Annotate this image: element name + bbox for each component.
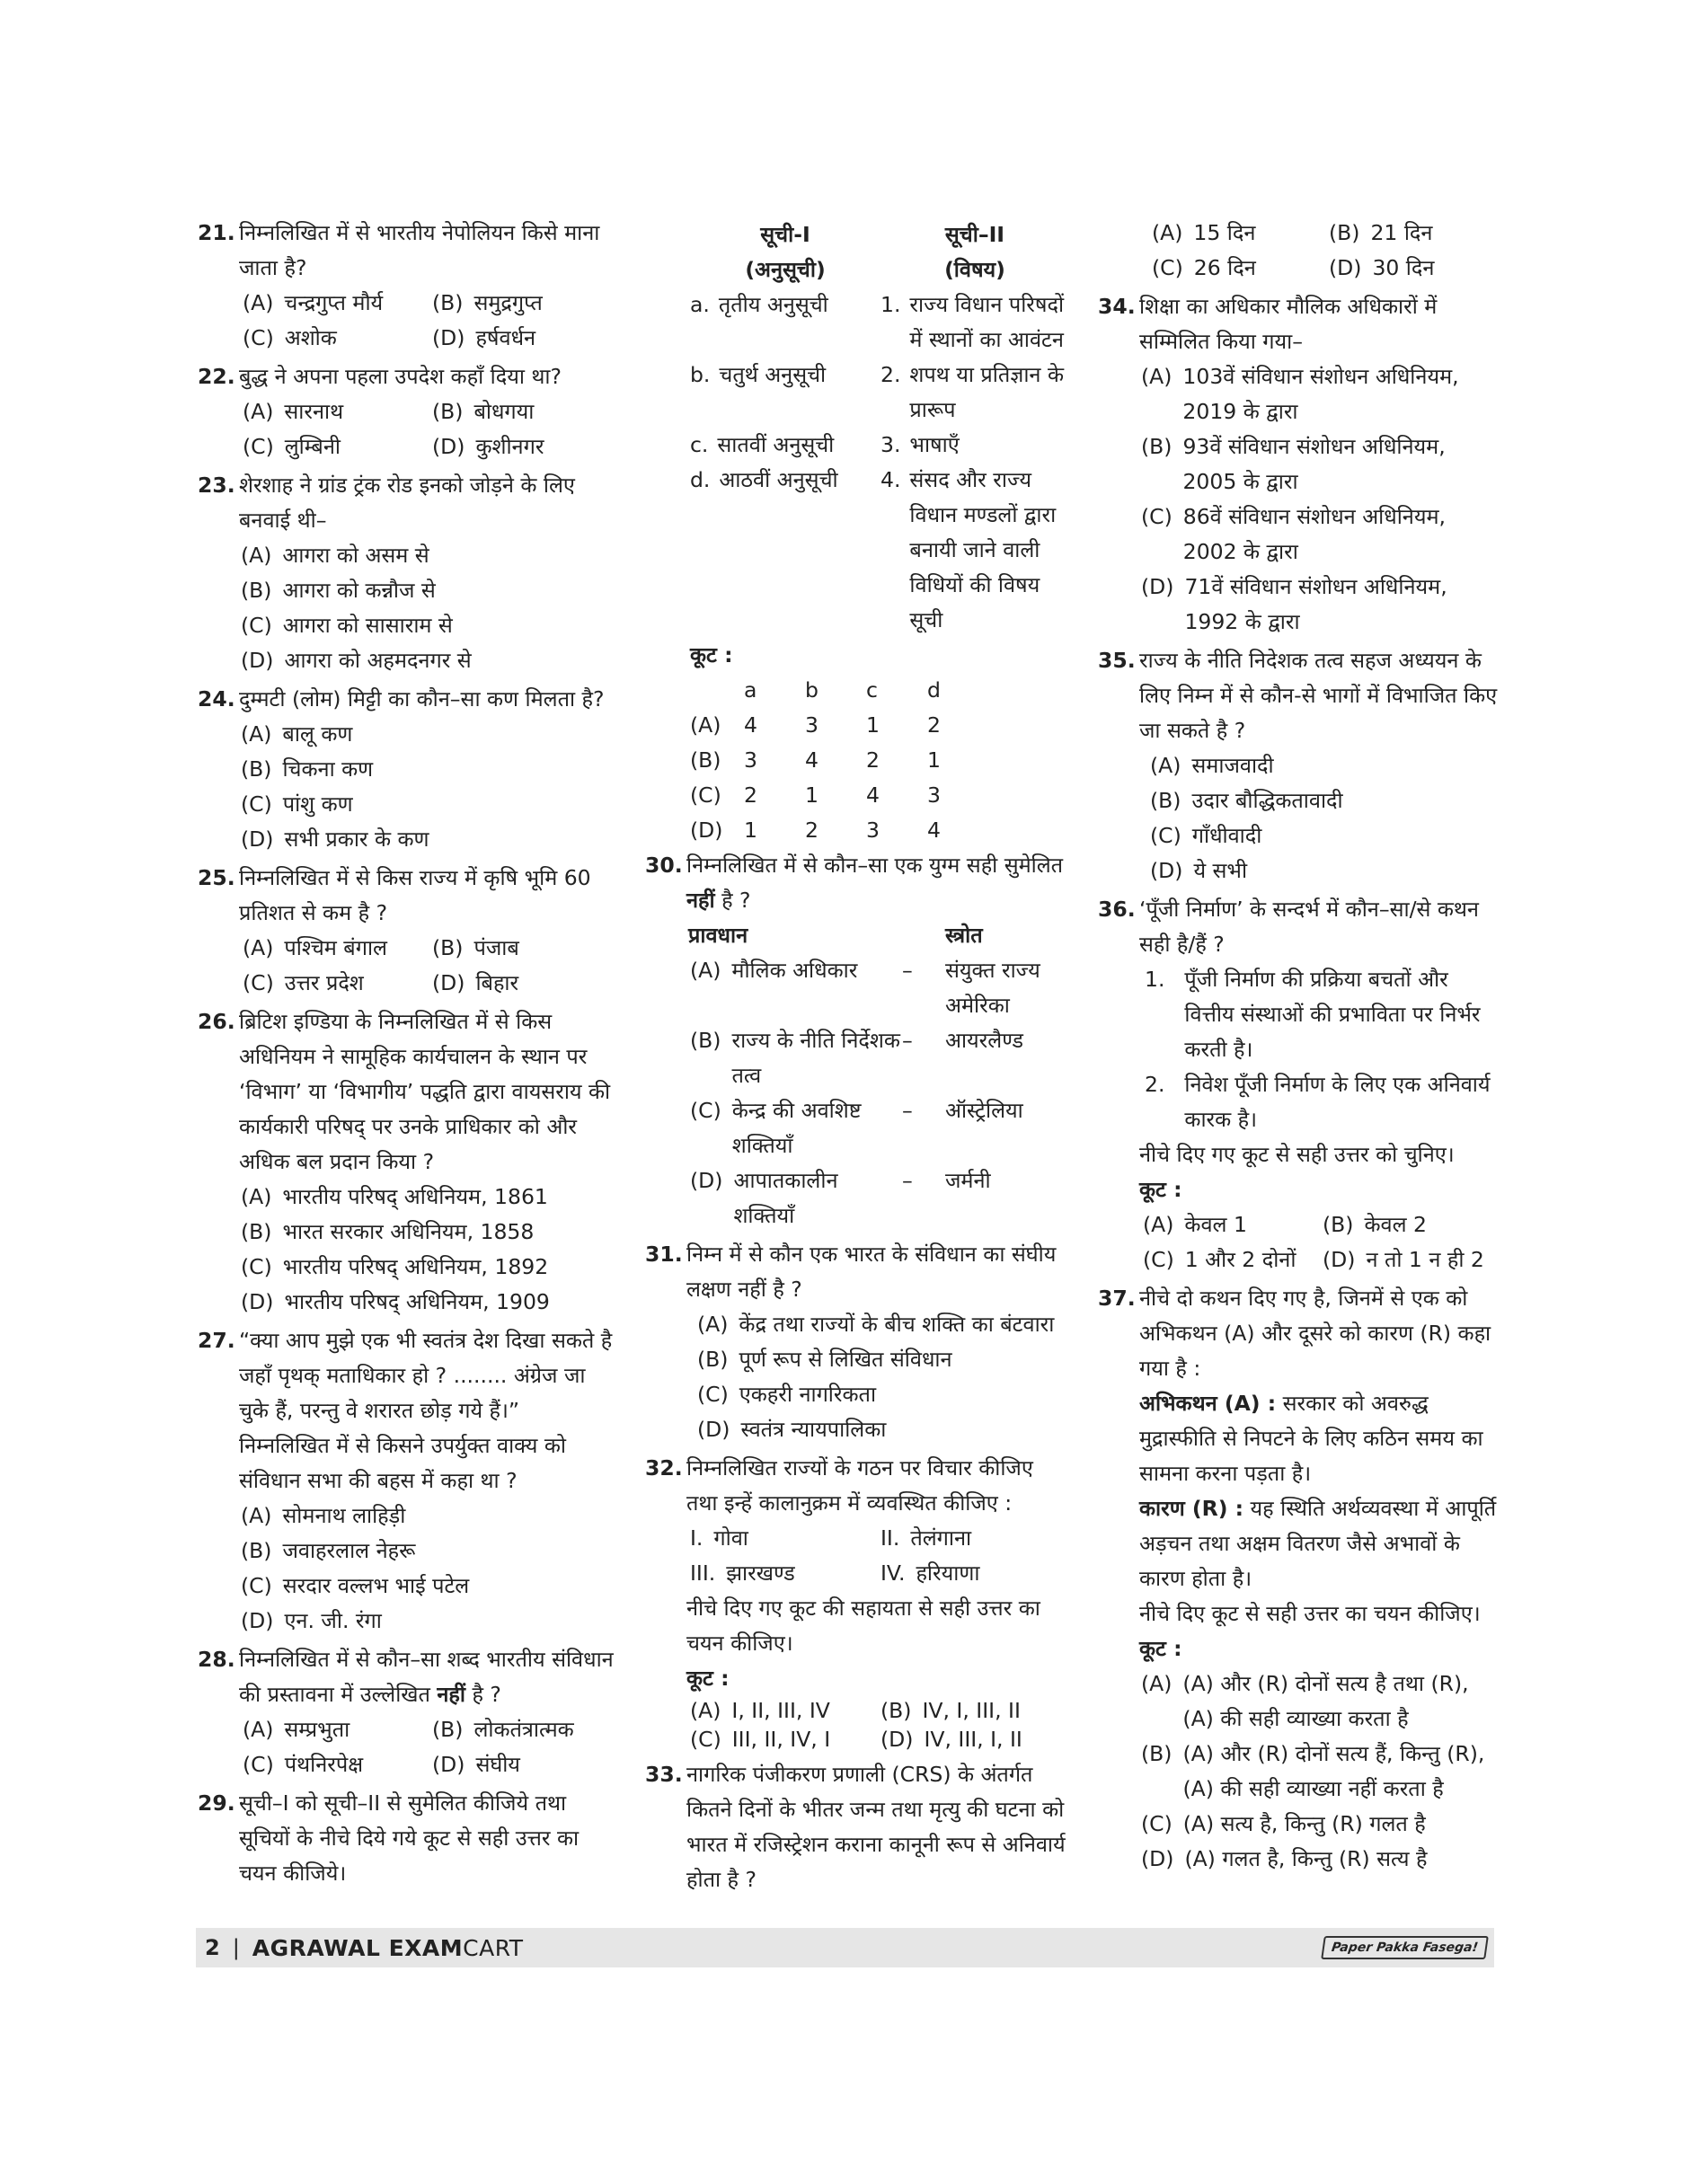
option: (B) पंजाब: [432, 935, 519, 960]
brand-logo: AGRAWAL EXAMCART: [252, 1934, 524, 1961]
option: (A) 15 दिन: [1152, 220, 1256, 245]
option: (B) 93वें संविधान संशोधन अधिनियम, 2005 के द्वारा: [1141, 434, 1446, 494]
option: (D) IV, III, I, II: [881, 1727, 1022, 1752]
option: (D) कुशीनगर: [432, 434, 544, 459]
option: (B) पूर्ण रूप से लिखित संविधान: [697, 1347, 952, 1372]
question-number: 27.: [198, 1328, 235, 1353]
list-1-item: b. चतुर्थ अनुसूची: [690, 362, 827, 387]
page-number: 2: [205, 1935, 220, 1960]
option: (B) चिकना कण: [241, 756, 374, 782]
option: (B) केवल 2: [1323, 1212, 1427, 1237]
option: (D) स्वतंत्र न्यायपालिका: [697, 1417, 887, 1442]
option: (A) बालू कण: [241, 721, 353, 747]
list-2-item: 3. भाषाएँ: [881, 432, 960, 457]
list-item: III. झारखण्ड: [690, 1560, 795, 1586]
question-number: 23.: [198, 473, 235, 498]
option: (C) पंथनिरपेक्ष: [243, 1752, 364, 1777]
list-item: I. गोवा: [690, 1525, 748, 1551]
option: (A) चन्द्रगुप्त मौर्य: [243, 290, 384, 315]
instruction: नीचे दिए कूट से सही उत्तर का चयन कीजिए।: [1139, 1601, 1481, 1626]
question-29-text: [198, 1786, 620, 1891]
option: (C) उत्तर प्रदेश: [243, 970, 364, 995]
options: [239, 394, 620, 464]
option: (B) लोकतंत्रात्मक: [432, 1717, 574, 1742]
question-24: [198, 682, 620, 857]
list-2-header: सूची–II (विषय): [944, 222, 1005, 282]
option: (B) उदार बौद्धिकतावादी: [1150, 788, 1343, 813]
statement: 2. निवेश पूँजी निर्माण के लिए एक अनिवार्य कारक है।: [1145, 1072, 1491, 1132]
question-text: निम्नलिखित में से किस राज्य में कृषि भूमि 60 प्रतिशत से कम है ?: [239, 865, 591, 925]
question-text: राज्य के नीति निदेशक तत्व सहज अध्ययन के लिए निम्न में से कौन-से भागों में विभाजित किए जा सकते है ?: [1139, 648, 1498, 743]
options: [1139, 216, 1504, 286]
options: [239, 931, 620, 1001]
question-number: 37.: [1098, 1286, 1136, 1311]
instruction: नीचे दिए गए कूट की सहायता से सही उत्तर का चयन कीजिए।: [686, 1596, 1040, 1656]
option: (D) ये सभी: [1150, 858, 1248, 883]
question-30: [645, 848, 1069, 1233]
question-23: [198, 468, 620, 678]
option: (A) 103वें संविधान संशोधन अधिनियम, 2019 के द्वारा: [1141, 364, 1459, 424]
question-text: ‘पूँजी निर्माण’ के सन्दर्भ में कौन–सा/से कथन सही है/हैं ?: [1139, 897, 1479, 957]
question-text: निम्नलिखित में से कौन–सा एक युग्म सही सुमेलित नहीं है ?: [686, 853, 1064, 913]
question-number: 29.: [198, 1790, 235, 1816]
question-29-lists: [645, 217, 1069, 848]
question-27: [198, 1323, 620, 1639]
question-number: 26.: [198, 1009, 235, 1034]
option: (B) 21 दिन: [1329, 220, 1433, 245]
question-36: [1098, 892, 1504, 1277]
options: [1139, 1207, 1504, 1277]
question-number: 25.: [198, 865, 235, 890]
question-text: बुद्ध ने अपना पहला उपदेश कहाँ दिया था?: [239, 364, 562, 389]
option: (D) आगरा को अहमदनगर से: [241, 648, 472, 673]
state-list: [686, 1521, 1069, 1591]
assertion: अभिकथन (A) : सरकार को अवरुद्ध मुद्रास्फीति से निपटने के लिए कठिन समय का सामना करना पड़ता है।: [1139, 1391, 1483, 1486]
question-37: [1098, 1281, 1504, 1877]
question-number: 34.: [1098, 294, 1136, 319]
list-item: IV. हरियाणा: [881, 1560, 980, 1586]
option: (C) (A) सत्य है, किन्तु (R) गलत है: [1141, 1811, 1426, 1836]
question-28: [198, 1642, 620, 1782]
footer-separator: |: [232, 1935, 240, 1960]
question-number: 31.: [645, 1242, 683, 1267]
question-32: [645, 1451, 1069, 1754]
options: [686, 1696, 1069, 1754]
question-31: [645, 1237, 1069, 1447]
option: (C) अशोक: [243, 325, 337, 350]
question-text: निम्नलिखित राज्यों के गठन पर विचार कीजिए तथा इन्हें कालानुक्रम में व्यवस्थित कीजिए :: [686, 1455, 1033, 1516]
options: [239, 1712, 620, 1782]
option: (A) सारनाथ: [243, 399, 344, 424]
question-text: निम्नलिखित में से भारतीय नेपोलियन किसे माना जाता है?: [239, 220, 600, 280]
code-table: a b c d (A) 4 3 1 2 (B) 3 4 2 1 (C) 2 1 4 3 (D) 1 2 3 4: [690, 677, 941, 843]
option: (C) आगरा को सासाराम से: [241, 613, 453, 638]
list-2-item: 4. संसद और राज्य विधान मण्डलों द्वारा बनायी जाने वाली विधियों की विषय सूची: [881, 467, 1057, 632]
question-text: निम्नलिखित में से कौन–सा शब्द भारतीय संविधान की प्रस्तावना में उल्लेखित नहीं है ?: [239, 1647, 614, 1707]
question-text: शेरशाह ने ग्रांड ट्रंक रोड इनको जोड़ने के लिए बनवाई थी–: [239, 473, 575, 533]
question-number: 22.: [198, 364, 235, 389]
option: (C) III, II, IV, I: [690, 1727, 831, 1752]
question-number: 36.: [1098, 897, 1136, 922]
pair-table: प्रावधान स्त्रोत (A) मौलिक अधिकार – संयुक्त राज्य अमेरिका (B) राज्य के नीति निर्देशक तत्व – आयरलैण्ड (C) केन्द्र की अवशिष्ट शक्तियाँ – ऑस्ट्रेलिया (D) आपातकालीन शक्तियाँ – जर्मनी: [688, 923, 1040, 1228]
question-34: [1098, 289, 1504, 640]
question-text: ब्रिटिश इण्डिया के निम्नलिखित में से किस अधिनियम ने सामूहिक कार्यचालन के स्थान पर ‘विभाग’ या ‘विभागीय’ पद्धति द्वारा वायसराय की कार्यकारी परिषद् पर उनके प्राधिकार को और अधिक बल प्रदान किया ?: [239, 1009, 611, 1174]
list-item: II. तेलंगाना: [881, 1525, 972, 1551]
question-text: नागरिक पंजीकरण प्रणाली (CRS) के अंतर्गत कितने दिनों के भीतर जन्म तथा मृत्यु की घटना को भारत में रजिस्ट्रेशन कराना कानूनी रूप से अनिवार्य होता है ?: [686, 1762, 1066, 1892]
option: (C) गाँधीवादी: [1150, 823, 1262, 848]
option: (C) भारतीय परिषद् अधिनियम, 1892: [241, 1254, 549, 1279]
question-text: नीचे दो कथन दिए गए है, जिनमें से एक को अभिकथन (A) और दूसरे को कारण (R) कहा गया है :: [1139, 1286, 1491, 1381]
question-text: निम्नलिखित में से किसने उपर्युक्त वाक्य को संविधान सभा की बहस में कहा था ?: [239, 1433, 566, 1493]
option: (D) भारतीय परिषद् अधिनियम, 1909: [241, 1289, 550, 1314]
column-1: [198, 216, 620, 1895]
option: (A) सोमनाथ लाहिड़ी: [241, 1503, 406, 1528]
option: (A) I, II, III, IV: [690, 1698, 830, 1723]
option: (C) 26 दिन: [1152, 255, 1256, 280]
question-number: 30.: [645, 853, 683, 878]
option: (C) सरदार वल्लभ भाई पटेल: [241, 1573, 470, 1598]
statement: 1. पूँजी निर्माण की प्रक्रिया बचतों और वित्तीय संस्थाओं की प्रभाविता पर निर्भर करती है।: [1145, 967, 1481, 1062]
option: (D) न तो 1 न ही 2: [1323, 1247, 1484, 1272]
option: (B) आगरा को कन्नौज से: [241, 578, 436, 603]
option: (C) पांशु कण: [241, 791, 353, 817]
question-33-text: [645, 1757, 1069, 1897]
instruction: नीचे दिए गए कूट से सही उत्तर को चुनिए।: [1139, 1142, 1455, 1167]
question-number: 32.: [645, 1455, 683, 1481]
question-25: [198, 861, 620, 1001]
question-number: 28.: [198, 1647, 235, 1672]
option: (A) केवल 1: [1143, 1212, 1247, 1237]
option: (C) 86वें संविधान संशोधन अधिनियम, 2002 के द्वारा: [1141, 504, 1446, 564]
question-26: [198, 1004, 620, 1320]
list-1-item: c. सातवीं अनुसूची: [690, 432, 835, 457]
question-text: निम्न में से कौन एक भारत के संविधान का संघीय लक्षण नहीं है ?: [686, 1242, 1057, 1302]
option: (B) बोधगया: [432, 399, 535, 424]
list-1-item: d. आठवीं अनुसूची: [690, 467, 838, 492]
option: (A) (A) और (R) दोनों सत्य है तथा (R), (A) की सही व्याख्या करता है: [1141, 1671, 1469, 1731]
code-label: कूट :: [1139, 1636, 1182, 1661]
question-number: 21.: [198, 220, 235, 245]
question-number: 33.: [645, 1762, 683, 1787]
option: (A) भारतीय परिषद् अधिनियम, 1861: [241, 1184, 548, 1209]
option: (B) समुद्रगुप्त: [432, 290, 543, 315]
option: (D) बिहार: [432, 970, 519, 995]
option: (C) एकहरी नागरिकता: [697, 1382, 877, 1407]
page-footer: [196, 1928, 1494, 1967]
option: (D) 71वें संविधान संशोधन अधिनियम, 1992 के द्वारा: [1141, 574, 1447, 634]
option: (A) पश्चिम बंगाल: [243, 935, 387, 960]
option: (A) केंद्र तथा राज्यों के बीच शक्ति का बंटवारा: [697, 1312, 1055, 1337]
question-text: शिक्षा का अधिकार मौलिक अधिकारों में सम्मिलित किया गया–: [1139, 294, 1438, 354]
option: (D) (A) गलत है, किन्तु (R) सत्य है: [1141, 1846, 1428, 1871]
question-33-options: [1098, 216, 1504, 286]
option: (D) एन. जी. रंगा: [241, 1608, 382, 1633]
question-21: [198, 216, 620, 356]
option: (D) सभी प्रकार के कण: [241, 827, 429, 852]
option: (B) भारत सरकार अधिनियम, 1858: [241, 1219, 535, 1244]
question-quote: “क्या आप मुझे एक भी स्वतंत्र देश दिखा सकते है जहाँ पृथक् मताधिकार हो ? ........ अंग्रेज जा चुके हैं, परन्तु वे शरारत छोड़ गये हैं।”: [239, 1328, 613, 1423]
code-label: कूट :: [1139, 1177, 1182, 1202]
option: (B) IV, I, III, II: [881, 1698, 1021, 1723]
statement-list: [1139, 962, 1504, 1137]
question-number: 24.: [198, 686, 235, 712]
option: (D) संघीय: [432, 1752, 520, 1777]
reason: कारण (R) : यह स्थिति अर्थव्यवस्था में आपूर्ति अड़चन तथा अक्षम वितरण जैसे अभावों के कारण होता है।: [1139, 1496, 1497, 1591]
list-2-item: 1. राज्य विधान परिषदों में स्थानों का आवंटन: [881, 292, 1065, 352]
question-22: [198, 359, 620, 464]
tagline-badge: Paper Pakka Fasega!: [1321, 1936, 1489, 1959]
option: (D) 30 दिन: [1329, 255, 1435, 280]
match-list: [690, 217, 1069, 638]
code-label: कूट :: [690, 642, 733, 667]
list-1-header: सूची-I (अनुसूची): [745, 222, 826, 282]
options: [239, 286, 620, 356]
question-text: सूची–I को सूची–II से सुमेलित कीजिये तथा सूचियों के नीचे दिये गये कूट से सही उत्तर का चयन कीजिये।: [239, 1790, 580, 1886]
option: (B) (A) और (R) दोनों सत्य हैं, किन्तु (R), (A) की सही व्याख्या नहीं करता है: [1141, 1741, 1485, 1801]
question-text: दुम्मटी (लोम) मिट्टी का कौन–सा कण मिलता है?: [239, 686, 605, 712]
column-3: [1098, 216, 1504, 1880]
option: (D) हर्षवर्धन: [432, 325, 536, 350]
question-35: [1098, 643, 1504, 888]
code-label: कूट :: [686, 1666, 730, 1691]
option: (A) आगरा को असम से: [241, 543, 429, 568]
question-number: 35.: [1098, 648, 1136, 673]
column-2: [645, 216, 1069, 1901]
option: (B) जवाहरलाल नेहरू: [241, 1538, 416, 1563]
option: (A) समाजवादी: [1150, 753, 1274, 778]
option: (A) सम्प्रभुता: [243, 1717, 350, 1742]
list-2-item: 2. शपथ या प्रतिज्ञान के प्रारूप: [881, 362, 1064, 422]
option: (C) लुम्बिनी: [243, 434, 341, 459]
list-1-item: a. तृतीय अनुसूची: [690, 292, 828, 317]
option: (C) 1 और 2 दोनों: [1143, 1247, 1296, 1272]
